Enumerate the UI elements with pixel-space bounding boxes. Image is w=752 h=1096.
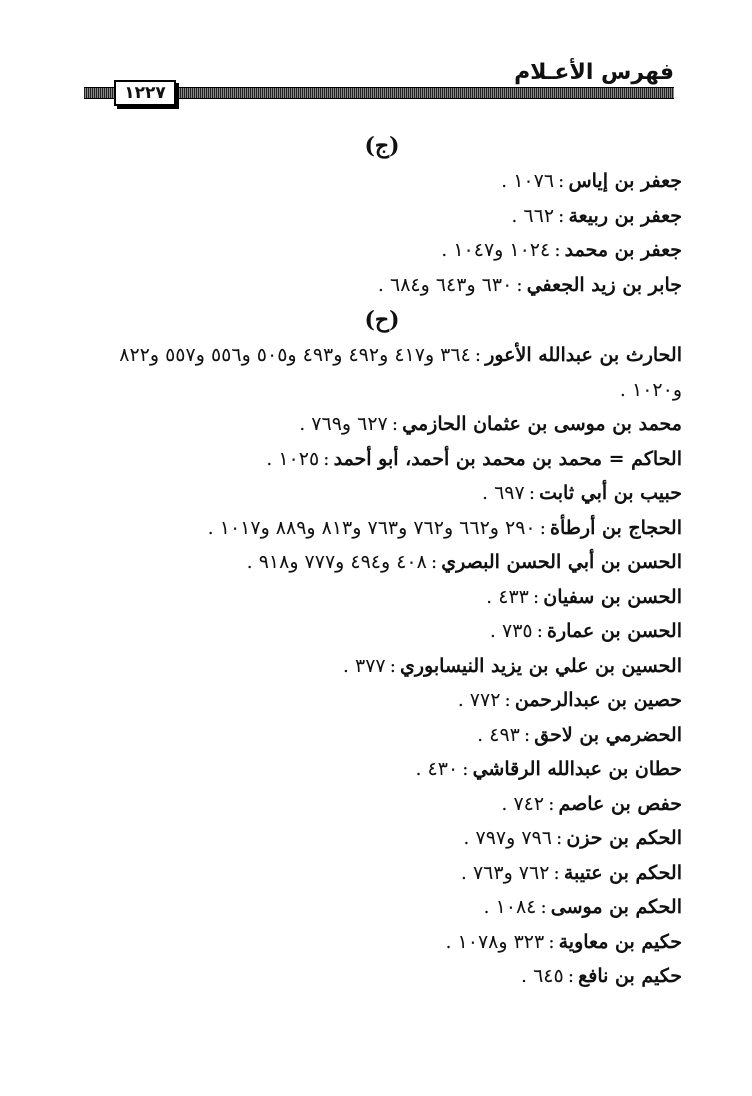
index-entry: حصين بن عبدالرحمن:٧٧٢ . [457, 689, 682, 711]
index-entry: الحكم بن موسى:١٠٨٤ . [483, 896, 682, 918]
entry-pages: ٦٢٧ و٧٦٩ . [299, 413, 388, 435]
index-entry: الحضرمي بن لاحق:٤٩٣ . [477, 723, 682, 746]
entry-pages: ١٠٢٥ . [266, 447, 320, 470]
entry-pages: ٧٤٢ . [501, 792, 545, 815]
index-entry: الحسن بن أبي الحسن البصري:٤٠٨ و٤٩٤ و٧٧٧ و٩١٨ . [246, 551, 682, 573]
entry-name: الحكم بن عتيبة [563, 861, 682, 884]
section-letter: (ح) [364, 307, 400, 333]
index-entry: حبيب بن أبي ثابت:٦٩٧ . [481, 482, 682, 504]
entry-name: جابر بن زيد الجعفي [526, 273, 682, 296]
entry-name: الحسن بن أبي الحسن البصري [441, 551, 682, 573]
entry-pages: ٦٦٢ . [511, 204, 555, 227]
entry-pages: ٤٣٠ . [415, 758, 459, 780]
entry-name: جعفر بن ربيعة [568, 204, 682, 227]
entry-name: الحجاج بن أرطأة [550, 516, 682, 539]
page-number: ١٢٢٧ [114, 80, 176, 106]
entry-pages: ٦٤٥ . [521, 965, 564, 987]
entry-pages: ٧٦٢ و٧٦٣ . [460, 861, 550, 884]
entry-name: حكيم بن نافع [578, 965, 682, 987]
index-entry: الحارث بن عبدالله الأعور:٣٦٤ و٤١٧ و٤٩٢ و٤٩٣ و٥٠٥ و٥٥٦ و٥٥٧ و٨٢٢ و١٠٢٠ . [119, 344, 682, 401]
entry-name: الحكم بن حزن [566, 827, 682, 849]
entry-pages: ٤٩٣ . [477, 723, 520, 746]
running-title: فهرس الأعـلام [514, 60, 674, 85]
entry-pages: ٢٩٠ و٦٦٢ و٧٦٢ و٧٦٣ و٨١٣ و٨٨٩ و١٠١٧ . [207, 516, 536, 539]
index-entry: حكيم بن نافع:٦٤٥ . [521, 965, 682, 987]
index-entry: الحسن بن عمارة:٧٣٥ . [489, 620, 682, 642]
page-header [84, 60, 674, 104]
entry-name: الحارث بن عبدالله الأعور [485, 344, 682, 366]
section-letter: (ج) [364, 133, 400, 159]
index-entry: محمد بن موسى بن عثمان الحازمي:٦٢٧ و٧٦٩ . [299, 413, 682, 435]
index-entry: جعفر بن إياس:١٠٧٦ . [501, 170, 682, 192]
index-entry: الحكم بن عتيبة:٧٦٢ و٧٦٣ . [460, 861, 682, 884]
entry-pages: ٦٣٠ و٦٤٣ و٦٨٤ . [377, 273, 513, 296]
index-entry: جعفر بن ربيعة:٦٦٢ . [511, 204, 682, 227]
entry-pages: ١٠٨٤ . [483, 896, 537, 918]
index-entry: الحسن بن سفيان:٤٣٣ . [486, 585, 682, 608]
entry-name: حبيب بن أبي ثابت [539, 482, 682, 504]
index-entry: جابر بن زيد الجعفي:٦٣٠ و٦٤٣ و٦٨٤ . [377, 273, 682, 296]
entry-name: محمد بن موسى بن عثمان الحازمي [402, 413, 682, 435]
entry-name: حكيم بن معاوية [558, 930, 682, 953]
index-entry: الحاكم = محمد بن محمد بن أحمد، أبو أحمد:١٠٢٥ . [266, 447, 682, 470]
index-entry: حفص بن عاصم:٧٤٢ . [501, 792, 682, 815]
entry-name: حصين بن عبدالرحمن [514, 689, 682, 711]
entry-pages: ١٠٧٦ . [501, 170, 555, 192]
index-entry: حطان بن عبدالله الرقاشي:٤٣٠ . [415, 758, 682, 780]
entry-pages: ٦٩٧ . [481, 482, 525, 504]
entry-name: الحاكم = محمد بن محمد بن أحمد، أبو أحمد [333, 447, 682, 470]
index-entry: حكيم بن معاوية:٣٢٣ و١٠٧٨ . [445, 930, 682, 953]
index-entry: الحسين بن علي بن يزيد النيسابوري:٣٧٧ . [342, 654, 682, 677]
index-entry: الحجاج بن أرطأة:٢٩٠ و٦٦٢ و٧٦٢ و٧٦٣ و٨١٣ و٨٨٩ و١٠١٧ . [207, 516, 682, 539]
entry-pages: ٣٢٣ و١٠٧٨ . [445, 930, 545, 953]
index-content [82, 128, 682, 994]
index-entry: جعفر بن محمد:١٠٢٤ و١٠٤٧ . [441, 239, 682, 261]
entry-name: جعفر بن محمد [564, 239, 682, 261]
entry-name: الحسين بن علي بن يزيد النيسابوري [400, 654, 682, 677]
entry-pages: ٧٣٥ . [489, 620, 533, 642]
entry-name: حفص بن عاصم [558, 792, 682, 815]
index-entry: الحكم بن حزن:٧٩٦ و٧٩٧ . [463, 827, 682, 849]
entry-pages: ٧٧٢ . [457, 689, 501, 711]
entry-name: الحسن بن عمارة [547, 620, 682, 642]
entry-pages: ٧٩٦ و٧٩٧ . [463, 827, 552, 849]
entry-pages: ٤٠٨ و٤٩٤ و٧٧٧ و٩١٨ . [246, 551, 427, 573]
entry-name: الحضرمي بن لاحق [534, 723, 682, 746]
entry-name: حطان بن عبدالله الرقاشي [472, 758, 682, 780]
entry-name: الحكم بن موسى [550, 896, 682, 918]
entry-pages: ١٠٢٤ و١٠٤٧ . [441, 239, 551, 261]
entry-pages: ٤٣٣ . [486, 585, 529, 608]
entry-name: جعفر بن إياس [568, 170, 682, 192]
entry-pages: ٣٦٤ و٤١٧ و٤٩٢ و٤٩٣ و٥٠٥ و٥٥٦ و٥٥٧ و٨٢٢ و١٠٢٠ . [119, 344, 682, 401]
entry-pages: ٣٧٧ . [342, 654, 386, 677]
entry-name: الحسن بن سفيان [543, 585, 682, 608]
